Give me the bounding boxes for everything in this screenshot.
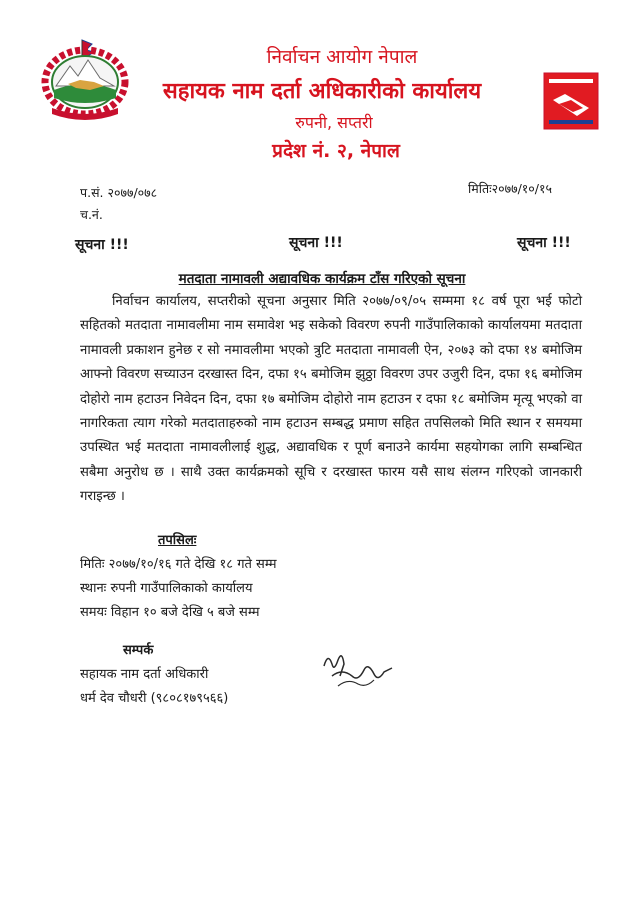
notice-heading-center: सूचना !!!	[289, 235, 343, 251]
officer-signature	[318, 646, 398, 694]
schedule-time: समयः विहान १० बजे देखि ५ बजे सम्म	[80, 605, 260, 620]
notice-subject	[0, 269, 644, 287]
contact-title: सम्पर्क	[123, 643, 154, 658]
contact-role: सहायक नाम दर्ता अधिकारी	[80, 667, 209, 682]
schedule-place: स्थानः रुपनी गाउँपालिकाको कार्यालय	[80, 581, 253, 596]
notice-subject-text: मतदाता नामावली अद्यावधिक कार्यक्रम टाँस गरिएको सूचना	[178, 271, 466, 287]
schedule-title: तपसिलः	[158, 533, 197, 548]
notice-heading-right: सूचना !!!	[517, 235, 571, 251]
notice-heading-left: सूचना !!!	[75, 237, 129, 253]
office-name: सहायक नाम दर्ता अधिकारीको कार्यालय	[162, 79, 482, 104]
commission-name: निर्वाचन आयोग नेपाल	[266, 46, 418, 68]
office-location: रुपनी, सप्तरी	[295, 113, 373, 132]
reference-number: प.सं. २०७७/०७८	[80, 185, 158, 200]
notice-body: निर्वाचन कार्यालय, सप्तरीको सूचना अनुसार मिति २०७७/०९/०५ सम्ममा १८ वर्ष पूरा भई फोटो सहितको मतदाता नामावलीमा नाम समावेश भइ सकेको विवरण रुपनी गाउँपालिकाको कार्यालयमा मतदाता नामावली प्रकाशन हुनेछ र सो नमावलीमा भएको त्रुटि मतदाता नामावली ऐन, २०७३ को दफा १४ बमोजिम आफ्नो विवरण सच्याउन दरखास्त दिन, दफा १५ बमोजिम झुठ्ठा विवरण उपर उजुरी दिन, दफा १६ बमोजिम दोहोरो नाम हटाउन निवेदन दिन, दफा १७ बमोजिम दोहोरो नाम हटाउन र दफा १८ बमोजिम मृत्यू भएको वा नागरिकता त्याग गरेको मतदाताहरुको नाम हटाउन सम्बद्ध प्रमाण सहित तपसिलको मिति स्थान र समयमा उपस्थित भई मतदाता नामावलीलाई शुद्ध, अद्यावधिक र पूर्ण बनाउने कार्यमा सहयोगका लागि सम्बन्धित सबैमा अनुरोध छ । साथै उक्त कार्यक्रमको सूचि र दरखास्त फारम यसै साथ संलग्न गरिएको जानकारी गराइन्छ ।	[80, 294, 582, 505]
letter-date: मितिः२०७७/१०/१५	[468, 181, 553, 196]
contact-name: धर्म देव चौधरी (९८०८१७९५६६)	[80, 691, 229, 706]
dispatch-number: च.नं.	[80, 207, 103, 222]
province-name: प्रदेश नं. २, नेपाल	[272, 140, 400, 162]
schedule-date: मितिः २०७७/१०/१६ गते देखि १८ गते सम्म	[80, 557, 277, 572]
